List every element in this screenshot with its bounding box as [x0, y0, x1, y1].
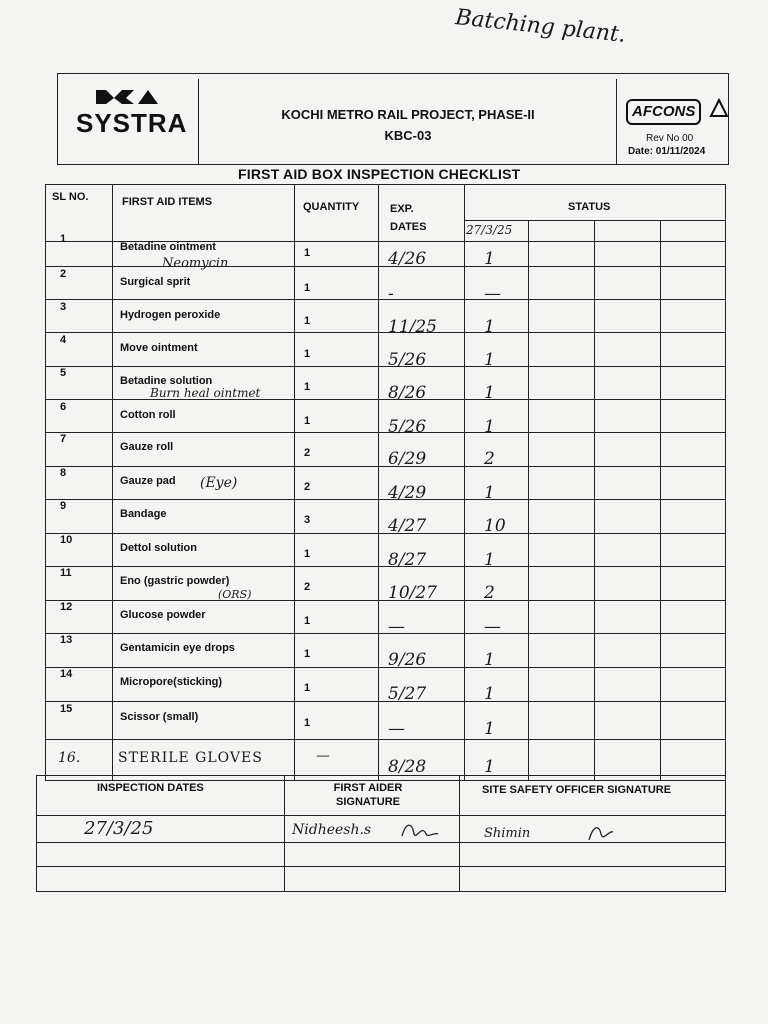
inspection-date-entry: 27/3/25	[84, 818, 154, 839]
systra-logo-text: SYSTRA	[76, 108, 188, 138]
row-item: Scissor (small)	[120, 711, 199, 723]
row-status: 2	[484, 449, 495, 469]
row-exp: 10/27	[388, 583, 437, 603]
row-divider	[45, 701, 726, 702]
row-qty: 1	[304, 247, 311, 259]
row-sl: 16.	[58, 750, 81, 766]
col-sl-no: SL NO.	[52, 191, 89, 203]
project-line2: KBC-03	[384, 128, 432, 143]
row-exp: 4/26	[388, 249, 427, 269]
row-qty: 1	[304, 381, 311, 393]
row-qty: 1	[304, 682, 311, 694]
row-divider	[45, 399, 726, 400]
row-divider	[45, 366, 726, 367]
row-exp: 5/26	[388, 417, 427, 437]
project-line1: KOCHI METRO RAIL PROJECT, PHASE-II	[281, 107, 535, 122]
row-status: 1	[484, 249, 495, 269]
first-aider-signature: Nidheesh.s	[292, 822, 372, 838]
row-sl: 3	[60, 301, 67, 313]
row-status: 1	[484, 417, 495, 437]
row-qty: 3	[304, 514, 311, 526]
shapoorji-logo-icon	[707, 96, 729, 122]
header-date: Date: 01/11/2024	[628, 146, 706, 157]
row-item: Surgical sprit	[120, 276, 191, 288]
row-qty: 2	[304, 581, 311, 593]
row-sl: 5	[60, 367, 67, 379]
row-status: 1	[484, 684, 495, 704]
row-item: Move ointment	[120, 342, 198, 354]
col-quantity: QUANTITY	[303, 201, 360, 213]
row-divider	[45, 633, 726, 634]
status-date: 27/3/25	[466, 223, 513, 237]
form-title: FIRST AID BOX INSPECTION CHECKLIST	[238, 166, 521, 182]
row-sl: 8	[60, 467, 67, 479]
row-item: Micropore(sticking)	[120, 676, 223, 688]
row-status: 1	[484, 650, 495, 670]
row-item: Gentamicin eye drops	[120, 642, 235, 654]
systra-mark-icon	[94, 86, 164, 106]
row-divider	[45, 667, 726, 668]
row-item: STERILE GLOVES	[118, 750, 263, 766]
row-sl: 7	[60, 433, 67, 445]
systra-logo	[72, 84, 188, 144]
row-divider	[45, 466, 726, 467]
row-sl: 13	[60, 634, 73, 646]
row-exp: 4/29	[388, 483, 427, 503]
inspection-dates-label: INSPECTION DATES	[97, 782, 204, 794]
row-divider	[45, 499, 726, 500]
row-note: Burn heal ointmet	[150, 386, 261, 400]
row-exp: 8/28	[388, 757, 427, 777]
row-exp: 6/29	[388, 449, 427, 469]
row-exp: 4/27	[388, 516, 427, 536]
col-exp-dates: EXP. DATES	[390, 203, 427, 233]
row-status: 1	[484, 317, 495, 337]
row-divider	[45, 533, 726, 534]
row-exp: 11/25	[388, 317, 437, 337]
row-item: Gauze pad	[120, 475, 176, 487]
row-item: Cotton roll	[120, 409, 176, 421]
first-aider-signature-label: FIRST AIDER SIGNATURE	[333, 782, 403, 808]
row-status: —	[484, 284, 501, 304]
row-sl: 11	[60, 567, 72, 579]
row-status: 1	[484, 550, 495, 570]
row-status: 1	[484, 383, 495, 403]
row-exp: 5/27	[388, 684, 427, 704]
row-status: 2	[484, 583, 495, 603]
row-note: (Eye)	[200, 475, 238, 491]
row-note: Neomycin	[162, 256, 229, 271]
row-divider	[45, 432, 726, 433]
rev-number: Rev No 00	[646, 133, 694, 144]
row-status: 1	[484, 483, 495, 503]
row-item: Bandage	[120, 508, 167, 520]
row-qty: 1	[304, 315, 311, 327]
row-item: Betadine solution	[120, 375, 213, 387]
row-sl: 15	[60, 703, 73, 715]
row-qty: 1	[304, 717, 311, 729]
row-exp: 8/26	[388, 383, 427, 403]
afcons-logo: AFCONS	[626, 99, 701, 125]
site-safety-officer-signature: Shimin	[484, 826, 531, 841]
row-status: 1	[484, 757, 495, 777]
row-divider	[45, 566, 726, 567]
row-item: Dettol solution	[120, 542, 197, 554]
row-qty: 1	[304, 415, 311, 427]
row-exp: —	[388, 719, 405, 739]
col-first-aid-items: FIRST AID ITEMS	[122, 196, 213, 208]
row-qty: 1	[304, 615, 311, 627]
row-item: Hydrogen peroxide	[120, 309, 221, 321]
row-item: Eno (gastric powder)	[120, 575, 230, 587]
row-exp: 8/27	[388, 550, 427, 570]
row-qty: 1	[304, 282, 311, 294]
row-sl: 1	[60, 233, 67, 245]
row-sl: 2	[60, 268, 67, 280]
row-sl: 14	[60, 668, 73, 680]
row-note: (ORS)	[218, 588, 252, 601]
row-exp: -	[388, 284, 394, 304]
row-divider	[45, 739, 726, 740]
officer-scribble-icon	[585, 822, 615, 844]
row-qty: 1	[304, 348, 311, 360]
row-sl: 12	[60, 601, 73, 613]
row-exp: 5/26	[388, 350, 427, 370]
row-sl: 10	[60, 534, 73, 546]
col-status: STATUS	[568, 201, 611, 213]
row-divider	[45, 600, 726, 601]
row-exp: —	[388, 617, 405, 637]
top-handwritten-note: Batching plant.	[454, 5, 627, 48]
row-sl: 4	[60, 334, 67, 346]
row-item: Glucose powder	[120, 609, 206, 621]
row-qty: 2	[304, 447, 311, 459]
row-item: Gauze roll	[120, 441, 174, 453]
row-qty: 1	[304, 648, 311, 660]
row-sl: 6	[60, 401, 67, 413]
row-status: 1	[484, 350, 495, 370]
row-status: —	[484, 617, 501, 637]
row-status: 1	[484, 719, 495, 739]
row-divider	[45, 332, 726, 333]
row-divider	[45, 299, 726, 300]
row-sl: 9	[60, 500, 67, 512]
row-exp: 9/26	[388, 650, 427, 670]
row-qty: 2	[304, 481, 311, 493]
site-safety-officer-label: SITE SAFETY OFFICER SIGNATURE	[482, 784, 672, 796]
first-aider-scribble-icon	[400, 820, 440, 842]
row-qty: —	[316, 748, 330, 764]
row-item: Betadine ointment	[120, 241, 216, 253]
row-divider	[45, 266, 726, 267]
row-status: 10	[484, 516, 506, 536]
row-qty: 1	[304, 548, 311, 560]
